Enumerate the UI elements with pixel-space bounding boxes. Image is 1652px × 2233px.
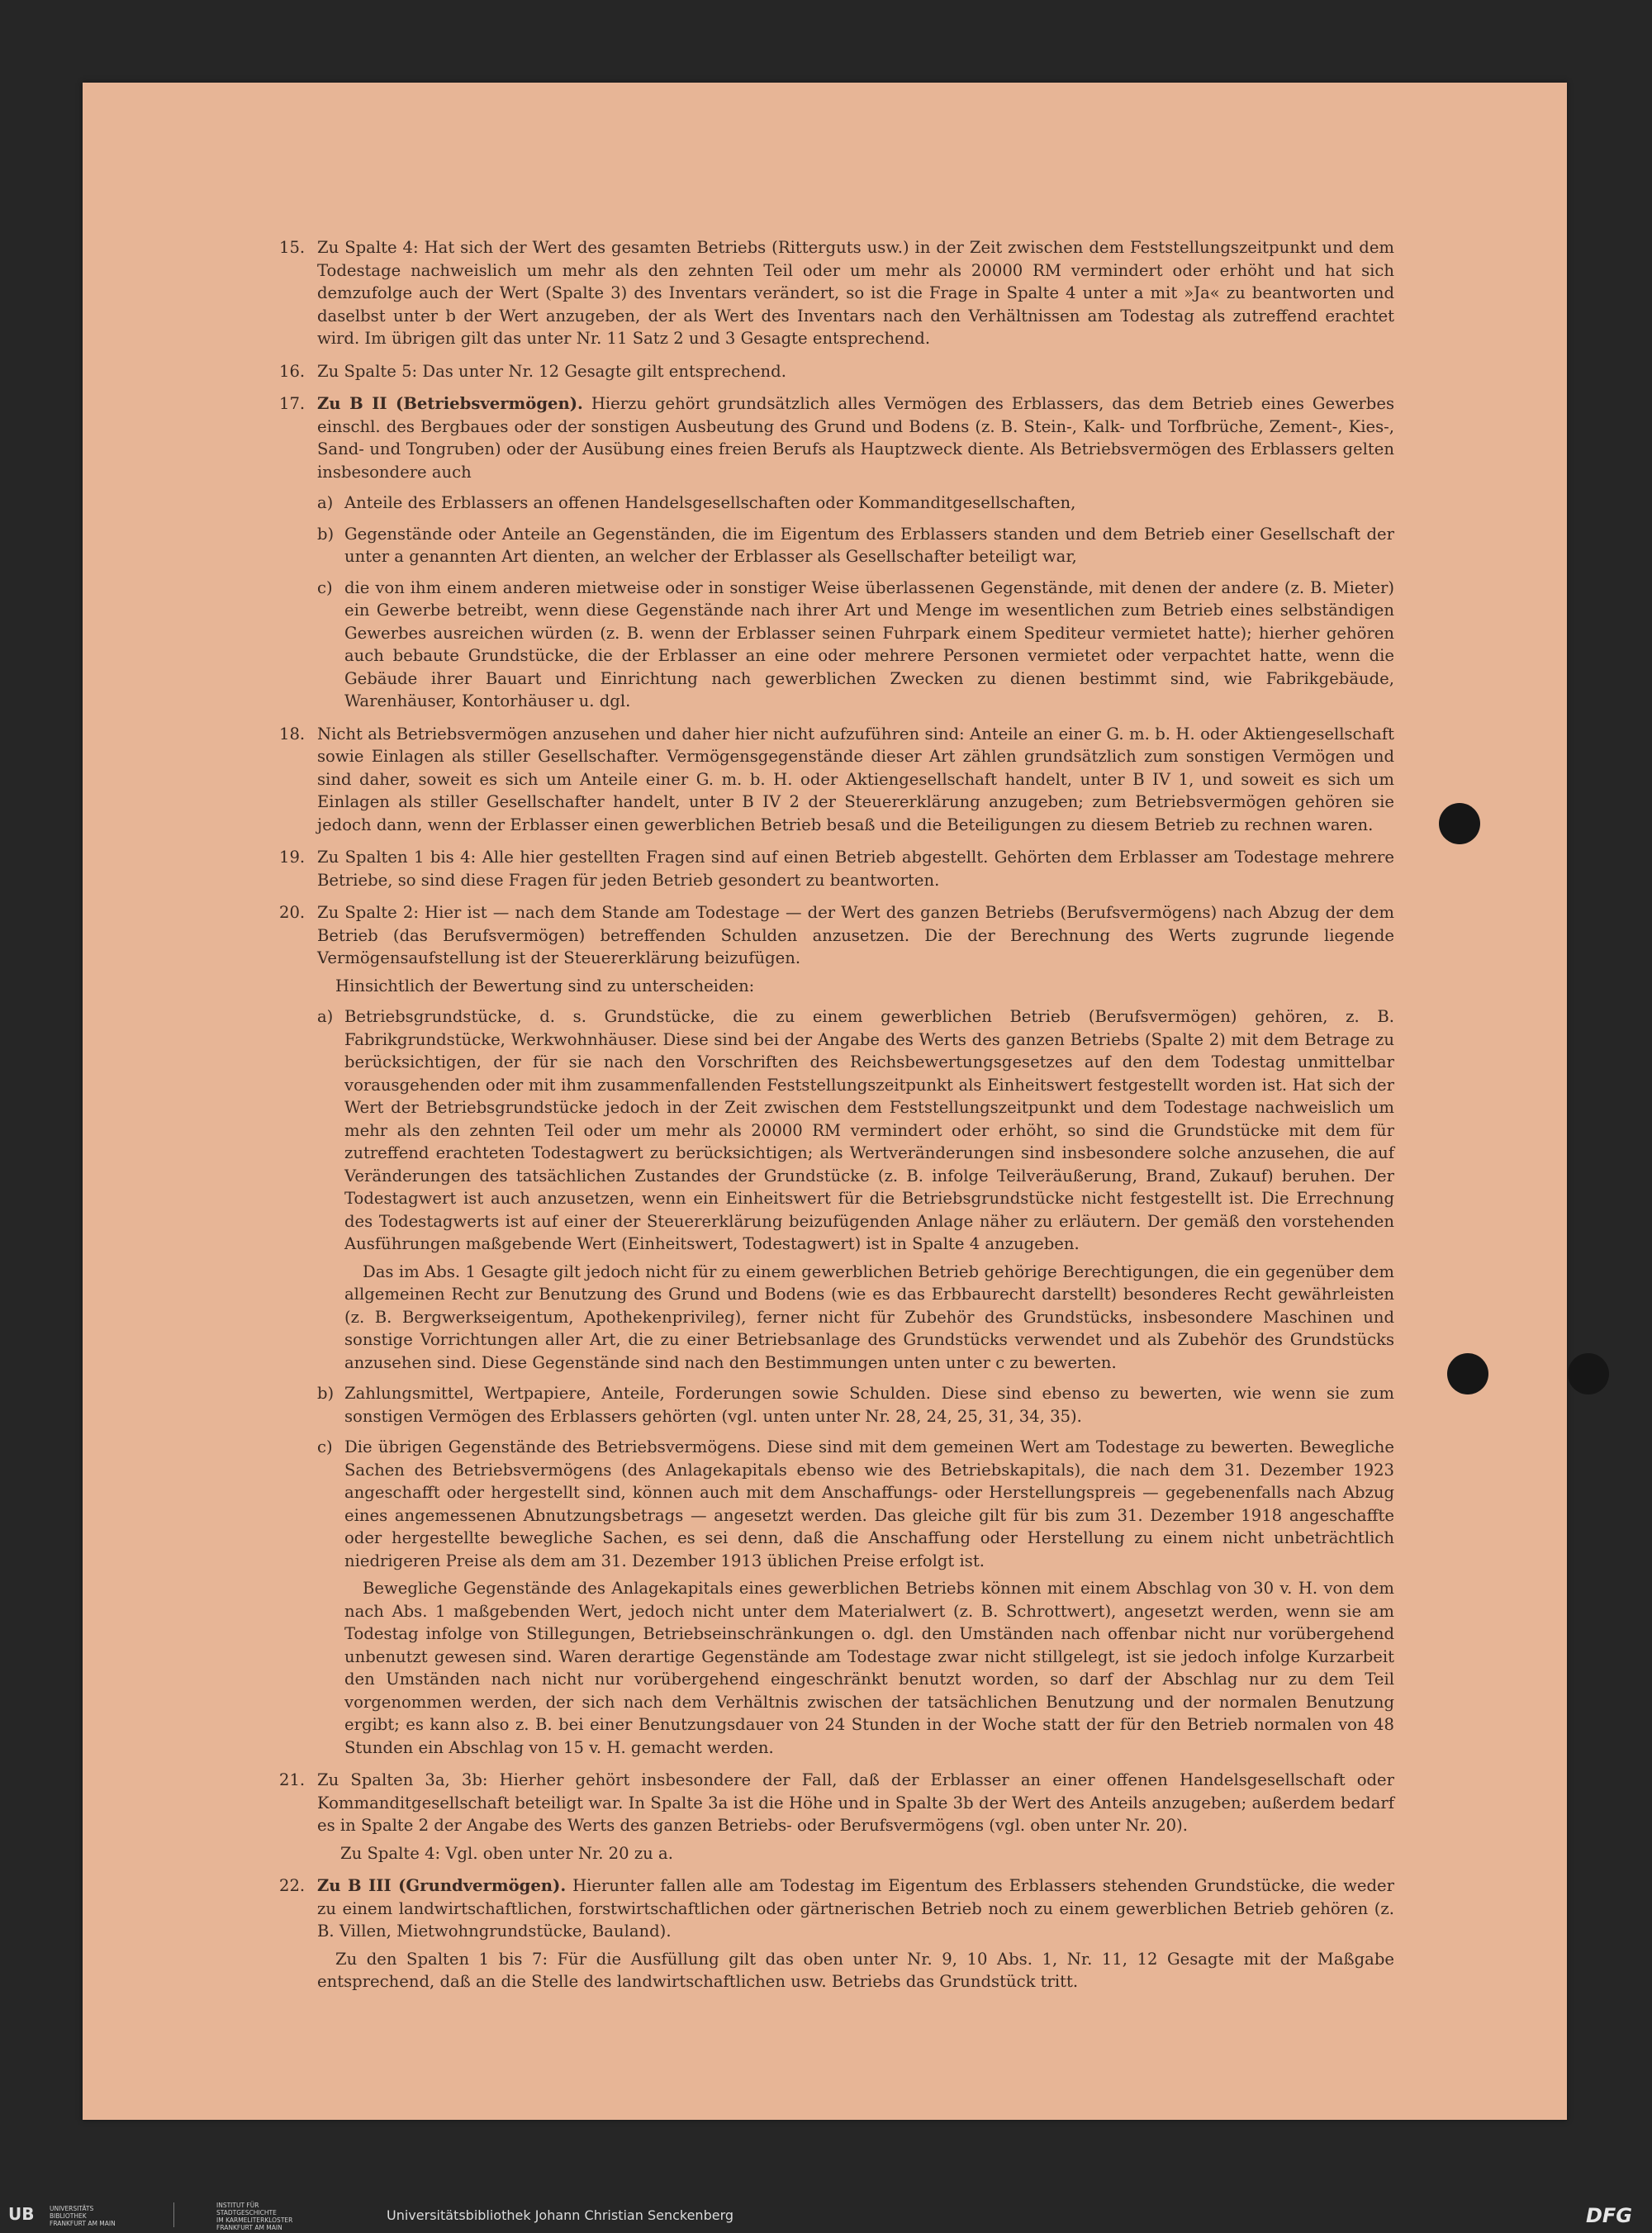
subitem <box>317 577 1394 713</box>
subitem-label: c) <box>317 1437 333 1456</box>
subitem-text: Gegenstände oder Anteile an Gegenständen, die im Eigentum des Erblassers standen und dem Betrieb einer Gesellschaft der unter a genannten Art dienten, an welcher der Erblasser als Gesellschafter beteiligt war, <box>344 524 1394 566</box>
subitem-continuation: Das im Abs. 1 Gesagte gilt jedoch nicht für zu einem gewerblichen Betrieb gehörige Berechtigungen, die ein gegenüber dem allgemeinen Recht zur Benutzung des Grund und Bodens (wie es das Erbbaurecht darstellt) besonderes Recht gewährleisten (z. B. Bergwerkseigentum, Apothekenprivileg), ferner nicht für Zubehör des Grundstücks, insbesondere Maschinen und sonstige Vorrichtungen aller Art, die zu einer Betriebsanlage des Grundstücks verwendet und als Zubehör des Grundstücks anzusehen sind. Diese Gegenstände sind nach den Bestimmungen unten unter c zu bewerten. <box>344 1261 1394 1372</box>
item-text: Hierzu gehört grundsätzlich alles Vermögen des Erblassers, das dem Betrieb eines Gewerbes einschl. des Bergbaues oder der sonstigen Ausbeutung des Grund und Bodens (z. B. Stein-, Kalk- und Torfbrüche, Zement-, Kies-, Sand- und Tongruben) oder der Ausübung eines freien Berufs als Hauptzweck diente. Als Betriebsvermögen des Erblassers gelten insbesondere auch <box>317 394 1394 482</box>
subitem <box>317 1382 1394 1428</box>
item-number: 17. <box>279 394 306 413</box>
item-20 <box>281 901 1394 1759</box>
document-body <box>281 231 1394 2003</box>
item-text: Zu Spalte 5: Das unter Nr. 12 Gesagte gilt entsprechend. <box>317 361 786 381</box>
item-number: 19. <box>279 848 306 867</box>
ub-logo-text-1: UNIVERSITÄTS <box>50 2205 94 2212</box>
viewer-footer <box>0 2197 1652 2233</box>
item-heading: Zu B II (Betriebsvermögen). <box>317 394 583 413</box>
item-16 <box>281 360 1394 383</box>
item-number: 21. <box>279 1770 306 1789</box>
ub-logo-text-3: FRANKFURT AM MAIN <box>50 2220 116 2227</box>
subitem-continuation: Bewegliche Gegenstände des Anlagekapitals eines gewerblichen Betriebs können mit einem Abschlag von 30 v. H. von dem nach Abs. 1 maßgebenden Wert, jedoch nicht unter dem Materialwert (z. B. Schrottwert), angesetzt werden, wenn sie am Todestag infolge von Stillegungen, Betriebseinschränkungen o. dgl. den Umständen nach offenbar nicht nur vorübergehend unbenutzt gewesen sind. Waren derartige Gegenstände am Todestage zwar nicht stillgelegt, ist sie jedoch infolge Kurzarbeit den Umständen nach nicht nur vorübergehend eingeschränkt benutzt worden, so darf der Abschlag nur zu dem Teil vorgenommen werden, der sich nach dem Verhältnis zwischen der tatsächlichen Benutzung und der normalen Benutzung ergibt; es kann also z. B. bei einer Benutzungsdauer von 24 Stunden in der Woche statt der für den Betrieb normalen von 48 Stunden ein Abschlag von 15 v. H. gemacht werden. <box>344 1579 1394 1757</box>
item-continuation: Zu den Spalten 1 bis 7: Für die Ausfüllung gilt das oben unter Nr. 9, 10 Abs. 1, Nr. 11, 12 Gesagte mit der Maßgabe entsprechend, daß an die Stelle des landwirtschaftlichen usw. Betriebs das Grundstück tritt. <box>317 1949 1394 1991</box>
punch-hole <box>1447 1353 1488 1394</box>
item-text: Zu Spalte 2: Hier ist — nach dem Stande am Todestage — der Wert des ganzen Betriebs (Berufsvermögens) nach Abzug der dem Betrieb (das Berufsvermögen) betreffenden Schulden anzusetzen. Die der Berechnung des Werts zugrunde liegende Vermögensaufstellung ist der Steuererklärung beizufügen. <box>317 903 1394 967</box>
item-number: 16. <box>279 361 306 381</box>
subitem-label: b) <box>317 1384 335 1403</box>
isg-logo-text-4: FRANKFURT AM MAIN <box>216 2224 282 2231</box>
isg-logo-text-1: INSTITUT FÜR <box>216 2202 259 2209</box>
item-text: Zu Spalte 4: Hat sich der Wert des gesamten Betriebs (Ritterguts usw.) in der Zeit zwischen dem Feststellungszeitpunkt und dem Todestage nachweislich um mehr als den zehnten Teil oder um mehr als 20000 RM vermindert oder erhöht und hat sich demzufolge auch der Wert (Spalte 3) des Inventars verändert, so ist die Frage in Spalte 4 unter a mit »Ja« zu beantworten und daselbst unter b der Wert anzugeben, der als Wert des Inventars nach den Verhältnissen am Todestag als zutreffend erachtet wird. Im übrigen gilt das unter Nr. 11 Satz 2 und 3 Gesagte entsprechend. <box>317 238 1394 348</box>
item-22 <box>281 1874 1394 1993</box>
punch-hole <box>1439 803 1480 844</box>
subitem-text: die von ihm einem anderen mietweise oder in sonstiger Weise überlassenen Gegenstände, mit denen der andere (z. B. Mieter) ein Gewerbe betreibt, wenn diese Gegenstände nach ihrer Art und Menge im wesentlichen zum Betrieb eines selbständigen Gewerbes ausreichen würden (z. B. wenn der Erblasser seinen Fuhrpark einem Spediteur vermietet hatte); hierher gehören auch bebaute Grundstücke, die der Erblasser an eine oder mehrere Personen vermietet oder verpachtet hatte, wenn die Gebäude ihrer Bauart und Einrichtung nach gewerblichen Zwecken zu dienen bestimmt sind, wie Fabrikgebäude, Warenhäuser, Kontorhäuser u. dgl. <box>344 577 1394 710</box>
isg-logo-text-2: STADTGESCHICHTE <box>216 2209 277 2216</box>
subitem-text: Betriebsgrundstücke, d. s. Grundstücke, die zu einem gewerblichen Betrieb (Berufsvermögen) gehören, z. B. Fabrikgrundstücke, Werkwohnhäuser. Diese sind bei der Angabe des Werts des ganzen Betriebs (Spalte 2) mit dem Betrage zu berücksichtigen, der für sie nach den Vorschriften des Reichsbewertungsgesetzes auf den dem Todestag unmittelbar vorausgehenden oder mit ihm zusammenfallenden Feststellungszeitpunkt als Einheitswert festgestellt worden ist. Hat sich der Wert der Betriebsgrundstücke jedoch in der Zeit zwischen dem Feststellungszeitpunkt und dem Todestage nachweislich um mehr als den zehnten Teil oder um mehr als 20000 RM vermindert oder erhöht, so sind die Grundstücke mit dem für zutreffend erachteten Todestagwert zu berücksichtigen; als Wertveränderungen sind insbesondere solche anzusehen, die auf Veränderungen des tatsächlichen Zustandes der Grundstücke (z. B. infolge Teilveräußerung, Brand, Zukauf) beruhen. Der Todestagwert ist auch anzusetzen, wenn ein Einheitswert für die Betriebsgrundstücke nicht festgestellt ist. Die Errechnung des Todestagwerts ist auf einer der Steuererklärung beizufügenden Anlage näher zu erläutern. Der gemäß den vorstehenden Ausführungen maßgebende Wert (Einheitswert, Todestagwert) ist in Spalte 4 anzugeben. <box>344 1007 1394 1253</box>
subitem-label: b) <box>317 524 335 544</box>
footer-library-name: Universitätsbibliothek Johann Christian Senckenberg <box>387 2207 734 2223</box>
subitem-text: Anteile des Erblassers an offenen Handelsgesellschaften oder Kommanditgesellschaften, <box>344 493 1076 512</box>
item-18 <box>281 723 1394 837</box>
dfg-logo[interactable]: DFG <box>1585 2204 1632 2227</box>
item-19 <box>281 846 1394 891</box>
subitem <box>317 492 1394 515</box>
ub-logo[interactable]: UB <box>8 2204 35 2224</box>
subitem-text: Zahlungsmittel, Wertpapiere, Anteile, Forderungen sowie Schulden. Diese sind ebenso zu bewerten, wie wenn sie zum sonstigen Vermögen des Erblassers gehörten (vgl. unten unter Nr. 28, 24, 25, 31, 34, 35). <box>344 1384 1394 1426</box>
subitem-label: a) <box>317 1007 334 1026</box>
isg-logo-text-3: IM KARMELITERKLOSTER <box>216 2216 293 2224</box>
item-15 <box>281 236 1394 350</box>
item-intro: Hinsichtlich der Bewertung sind zu unterscheiden: <box>335 976 755 995</box>
subitem <box>317 1436 1394 1759</box>
item-17 <box>281 392 1394 713</box>
item-text: Zu Spalten 3a, 3b: Hierher gehört insbesondere der Fall, daß der Erblasser an einer offenen Handelsgesellschaft oder Kommanditgesellschaft beteiligt war. In Spalte 3a ist die Höhe und in Spalte 3b der Wert des Anteils anzugeben; außerdem bedarf es in Spalte 2 der Angabe des Werts des ganzen Betriebs- oder Berufsvermögens (vgl. oben unter Nr. 20). <box>317 1770 1394 1835</box>
item-text: Nicht als Betriebsvermögen anzusehen und daher hier nicht aufzuführen sind: Anteile an einer G. m. b. H. oder Aktiengesellschaft sowie Einlagen als stiller Gesellschafter. Vermögensgegenstände dieser Art zählen grundsätzlich zum sonstigen Vermögen und sind daher, soweit es sich um Anteile einer G. m. b. H. oder Aktiengesellschaft handelt, unter B IV 1, und soweit es sich um Einlagen als stiller Gesellschafter handelt, unter B IV 2 der Steuererklärung anzugeben; zum Betriebsvermögen gehören sie jedoch dann, wenn der Erblasser einen gewerblichen Betrieb besaß und die Beteiligungen zu diesem Betrieb zu rechnen waren. <box>317 724 1394 834</box>
item-number: 20. <box>279 903 306 922</box>
item-continuation: Zu Spalte 4: Vgl. oben unter Nr. 20 zu a. <box>340 1843 673 1863</box>
subitem-label: c) <box>317 577 333 597</box>
punch-hole <box>1568 1353 1609 1394</box>
subitem-label: a) <box>317 493 334 512</box>
item-number: 22. <box>279 1876 306 1895</box>
subitem-text: Die übrigen Gegenstände des Betriebsvermögens. Diese sind mit dem gemeinen Wert am Todestage zu bewerten. Bewegliche Sachen des Betriebsvermögens (des Anlagekapitals ebenso wie des Betriebskapitals), die nach dem 31. Dezember 1923 angeschafft oder hergestellt sind, können auch mit dem Anschaffungs- oder Herstellungspreis — gegebenenfalls nach Abzug eines angemessenen Abnutzungsbetrags — angesetzt werden. Das gleiche gilt für bis zum 31. Dezember 1918 angeschaffte oder hergestellte bewegliche Sachen, es sei denn, daß die Anschaffung oder Herstellung zu einem nicht unbeträchtlich niedrigeren Preise als dem am 31. Dezember 1913 üblichen Preise erfolgt ist. <box>344 1437 1394 1570</box>
subitem <box>317 1005 1394 1374</box>
ub-logo-text-2: BIBLIOTHEK <box>50 2212 87 2220</box>
item-number: 15. <box>279 238 306 257</box>
item-number: 18. <box>279 724 306 744</box>
item-text: Zu Spalten 1 bis 4: Alle hier gestellten Fragen sind auf einen Betrieb abgestellt. Gehörten dem Erblasser am Todestage mehrere Betriebe, so sind diese Fragen für jeden Betrieb gesondert zu beantworten. <box>317 848 1394 890</box>
subitem <box>317 523 1394 568</box>
item-heading: Zu B III (Grundvermögen). <box>317 1876 567 1895</box>
item-21 <box>281 1769 1394 1865</box>
item-text: Hierunter fallen alle am Todestag im Eigentum des Erblassers stehenden Grundstücke, die weder zu einem landwirtschaftlichen, forstwirtschaftlichen oder gärtnerischen Betrieb noch zu einem gewerblichen Betrieb gehören (z. B. Villen, Mietwohngrundstücke, Bauland). <box>317 1876 1394 1941</box>
footer-divider <box>173 2202 174 2227</box>
